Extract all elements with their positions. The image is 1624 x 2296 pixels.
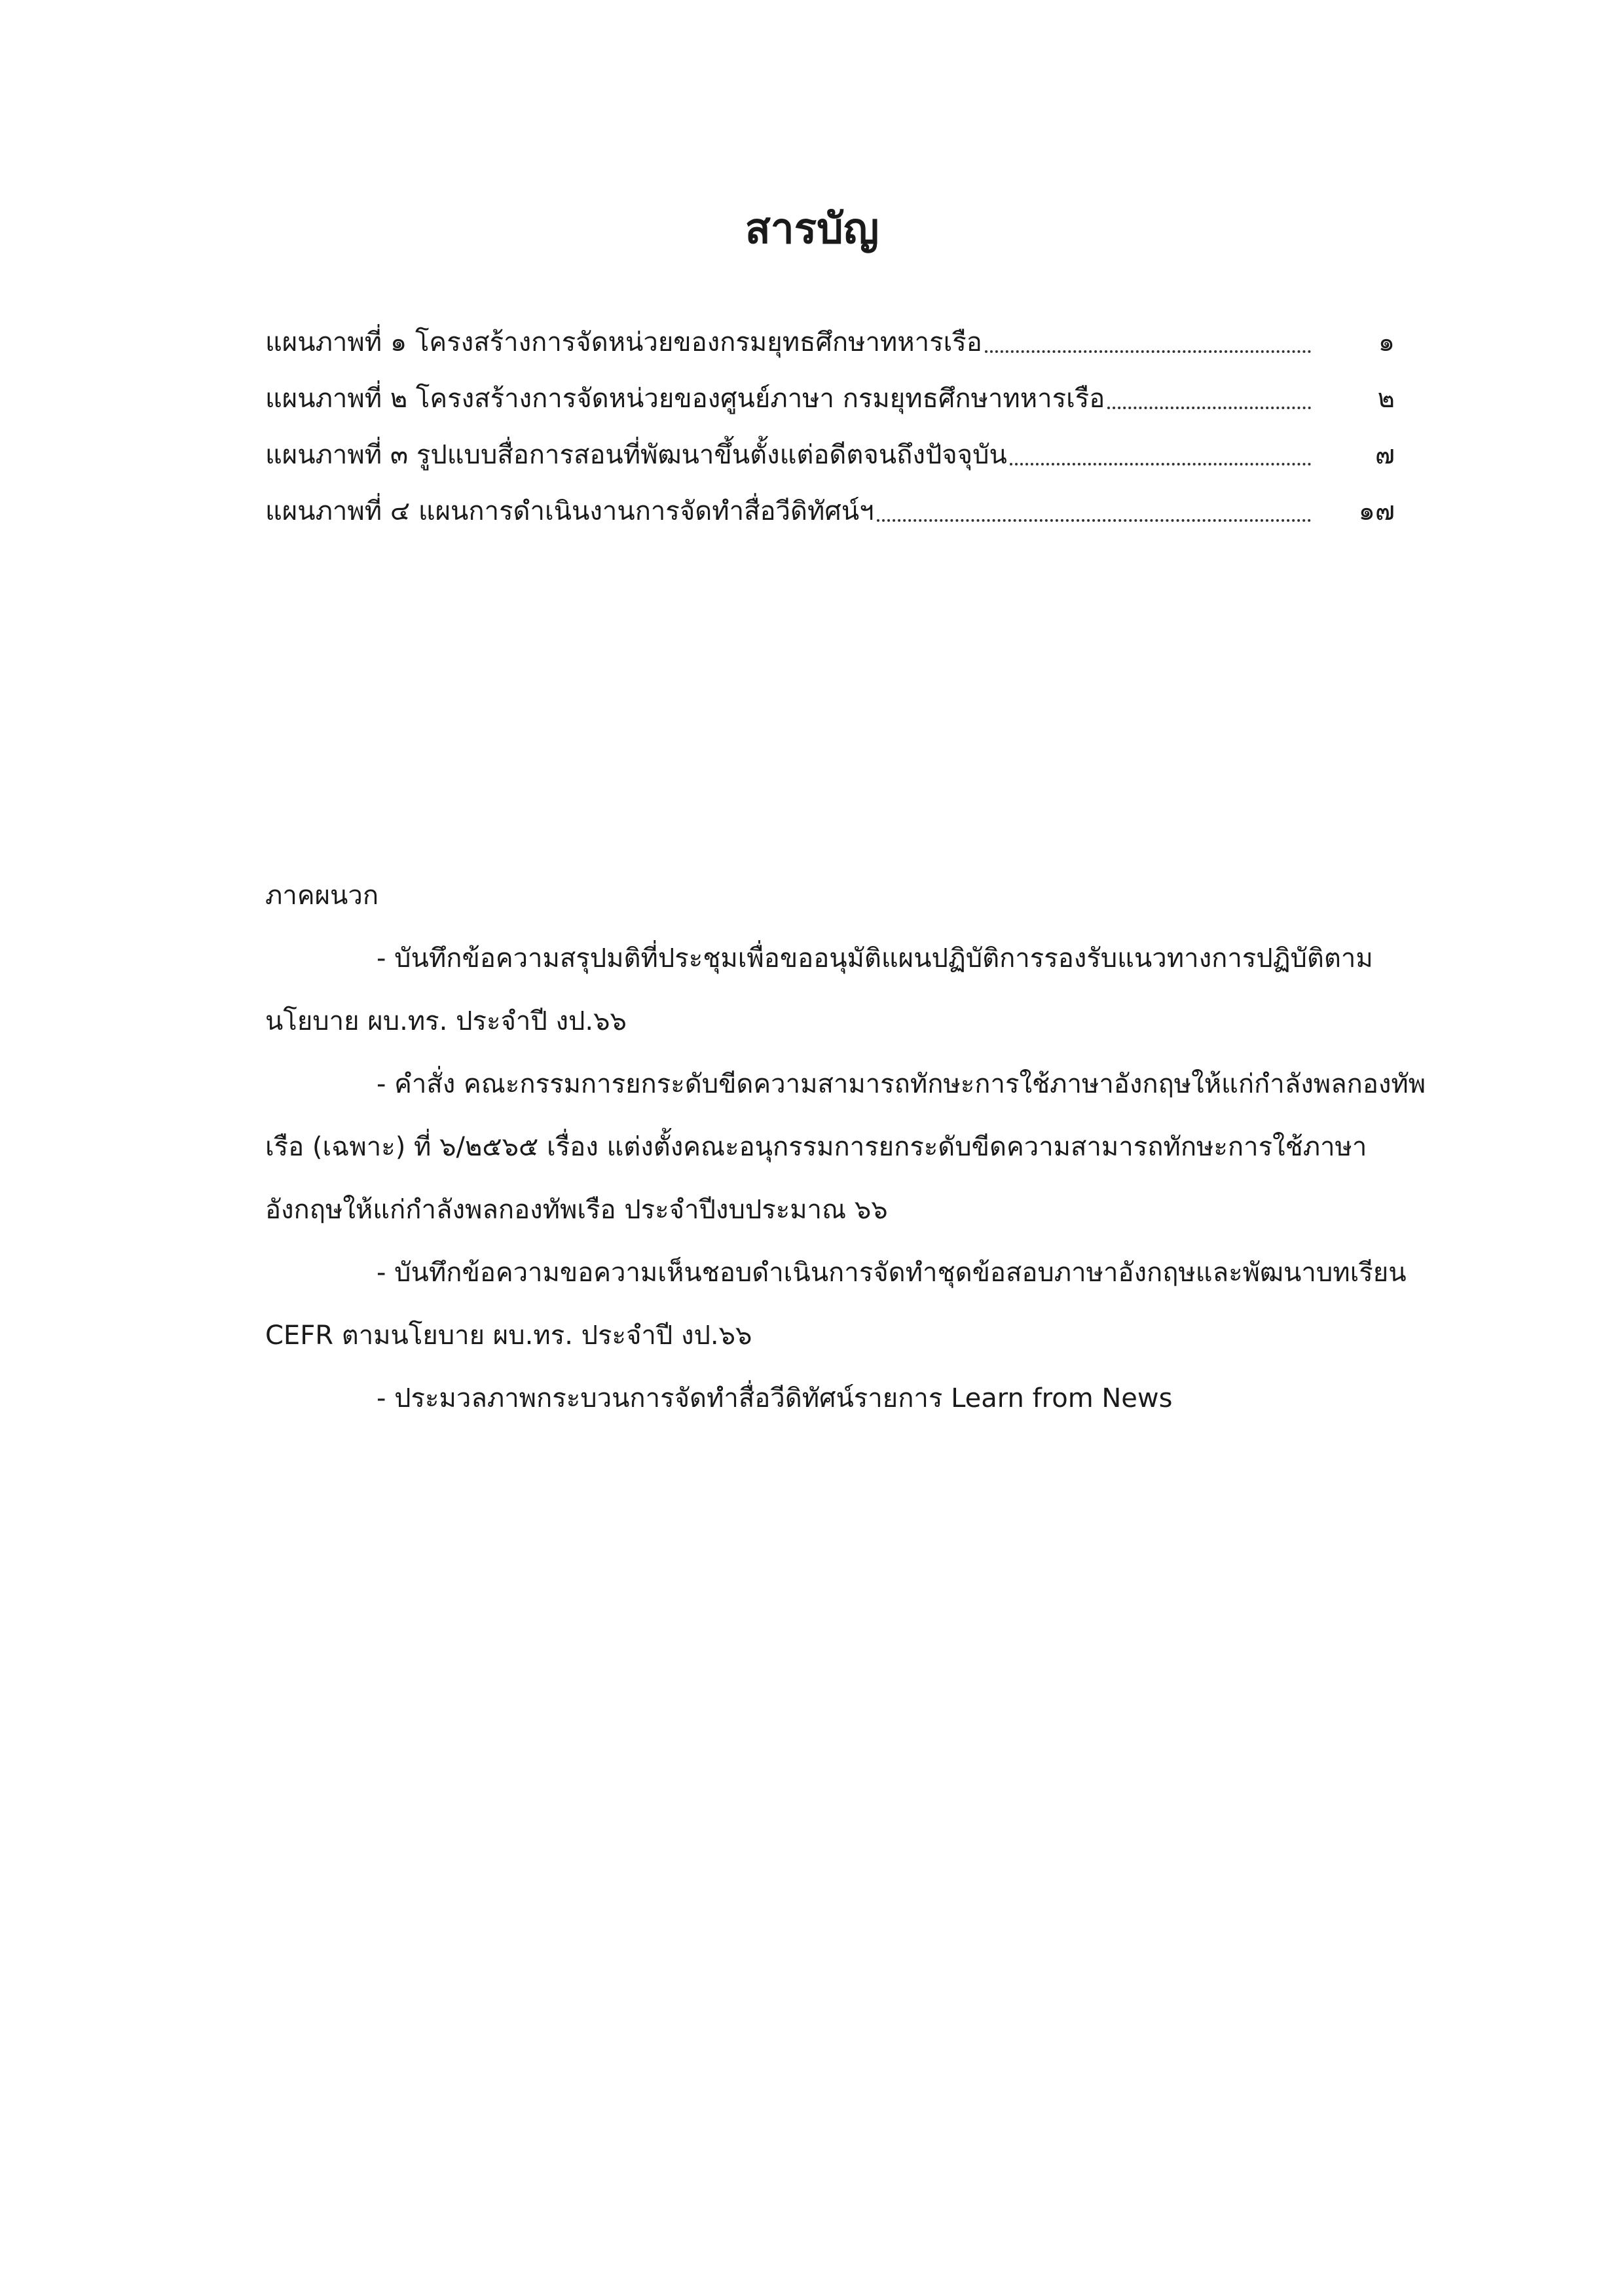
toc-dot-leader (1107, 407, 1311, 409)
toc-entry-page: ๑ (1378, 327, 1395, 357)
toc-entry-page: ๑๗ (1358, 496, 1395, 526)
toc-dot-leader (877, 519, 1311, 522)
appendix-item-1: - บันทึกข้อความสรุปมติที่ประชุมเพื่อขออนุมัติแผนปฏิบัติการรองรับแนวทางการปฏิบัติตามนโยบาย ผบ.ทร. ประจำปี งป.๖๖ (265, 943, 1373, 1036)
table-of-contents (265, 314, 1395, 539)
toc-entry-4 (265, 483, 1395, 539)
appendix-item-3: - บันทึกข้อความขอความเห็นชอบดำเนินการจัดทำชุดข้อสอบภาษาอังกฤษและพัฒนาบทเรียน CEFR ตามนโยบาย ผบ.ทร. ประจำปี งป.๖๖ (265, 1258, 1407, 1351)
toc-entry-page: ๒ (1377, 384, 1395, 414)
appendix-section (265, 864, 1434, 1430)
toc-entry-1 (265, 314, 1395, 371)
toc-entry-label: แผนภาพที่ ๔ แผนการดำเนินงานการจัดทำสื่อวีดิทัศน์ฯ (265, 496, 874, 526)
toc-dot-leader (1010, 463, 1311, 465)
appendix-item-4: - ประมวลภาพกระบวนการจัดทำสื่อวีดิทัศน์รายการ Learn from News (377, 1383, 1173, 1413)
toc-entry-2 (265, 371, 1395, 427)
toc-entry-label: แผนภาพที่ ๑ โครงสร้างการจัดหน่วยของกรมยุทธศึกษาทหารเรือ (265, 327, 982, 357)
toc-entry-label: แผนภาพที่ ๒ โครงสร้างการจัดหน่วยของศูนย์ภาษา กรมยุทธศึกษาทหารเรือ (265, 384, 1105, 414)
toc-entry-3 (265, 427, 1395, 483)
toc-entry-label: แผนภาพที่ ๓ รูปแบบสื่อการสอนที่พัฒนาขึ้นตั้งแต่อดีตจนถึงปัจจุบัน (265, 440, 1007, 470)
toc-dot-leader (985, 350, 1311, 353)
page-title: สารบัญ (745, 205, 879, 253)
toc-entry-page: ๗ (1375, 440, 1395, 470)
appendix-item-2: - คำสั่ง คณะกรรมการยกระดับขีดความสามารถทักษะการใช้ภาษาอังกฤษให้แก่กำลังพลกองทัพเรือ (เฉพาะ) ที่ ๖/๒๕๖๕ เรื่อง แต่งตั้งคณะอนุกรรมการยกระดับขีดความสามารถทักษะการใช้ภาษาอังกฤษให้แก่กำลังพลกองทัพเรือ ประจำปีงบประมาณ ๖๖ (265, 1069, 1426, 1225)
appendix-heading: ภาคผนวก (265, 881, 379, 911)
